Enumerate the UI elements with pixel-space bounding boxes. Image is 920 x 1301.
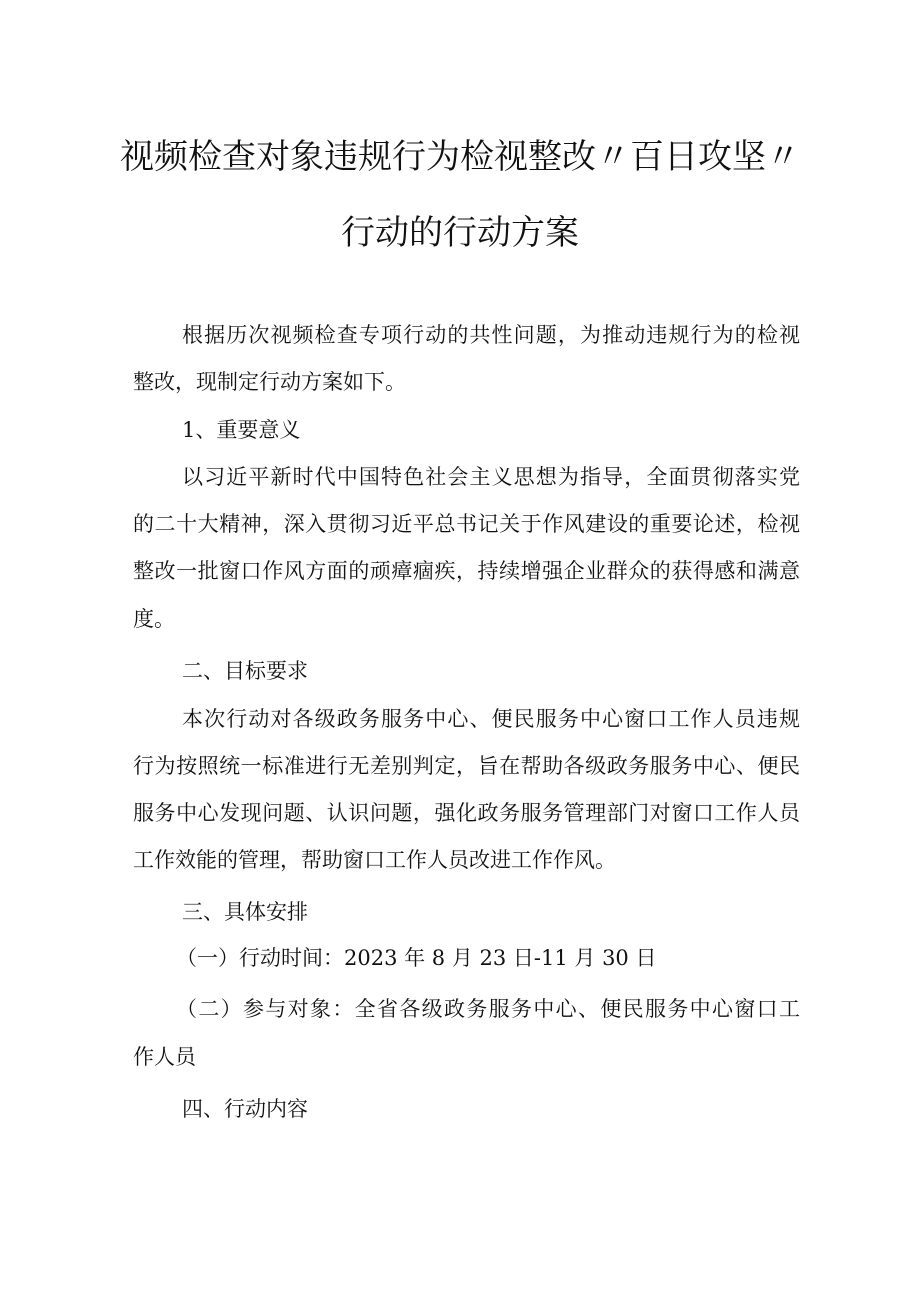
paragraph-line: （二）参与对象：全省各级政务服务中心、便民服务中心窗口工: [176, 997, 800, 1021]
section-heading: 二、目标要求: [182, 659, 308, 683]
paragraph-line: 工作效能的管理，帮助窗口工作人员改进工作作风。: [133, 848, 616, 872]
paragraph-line: 整改，现制定行动方案如下。: [133, 370, 406, 394]
document-title-line-2: 行动的行动方案: [341, 213, 579, 253]
paragraph-line: 的二十大精神，深入贯彻习近平总书记关于作风建设的重要论述，检视: [133, 512, 800, 536]
document-title-line-1: 视频检查对象违规行为检视整改〃百日攻坚〃: [120, 137, 800, 177]
section-heading: 1、重要意义: [182, 418, 301, 442]
paragraph-line: 本次行动对各级政务服务中心、便民服务中心窗口工作人员违规: [182, 707, 800, 731]
section-heading: 四、行动内容: [182, 1097, 308, 1121]
paragraph-line: 以习近平新时代中国特色社会主义思想为指导，全面贯彻落实党: [182, 465, 800, 489]
paragraph-line: 整改一批窗口作风方面的顽瘴痼疾，持续增强企业群众的获得感和满意: [133, 559, 800, 583]
paragraph-line: 根据历次视频检查专项行动的共性问题，为推动违规行为的检视: [182, 323, 800, 347]
paragraph-line: 行为按照统一标准进行无差别判定，旨在帮助各级政务服务中心、便民: [133, 754, 800, 778]
section-heading: 三、具体安排: [182, 900, 308, 924]
paragraph-line: 度。: [133, 607, 175, 631]
paragraph-line: （一）行动时间：2023 年 8 月 23 日-11 月 30 日: [176, 946, 657, 970]
paragraph-line: 服务中心发现问题、认识问题，强化政务服务管理部门对窗口工作人员: [133, 801, 800, 825]
paragraph-line: 作人员: [133, 1045, 196, 1069]
